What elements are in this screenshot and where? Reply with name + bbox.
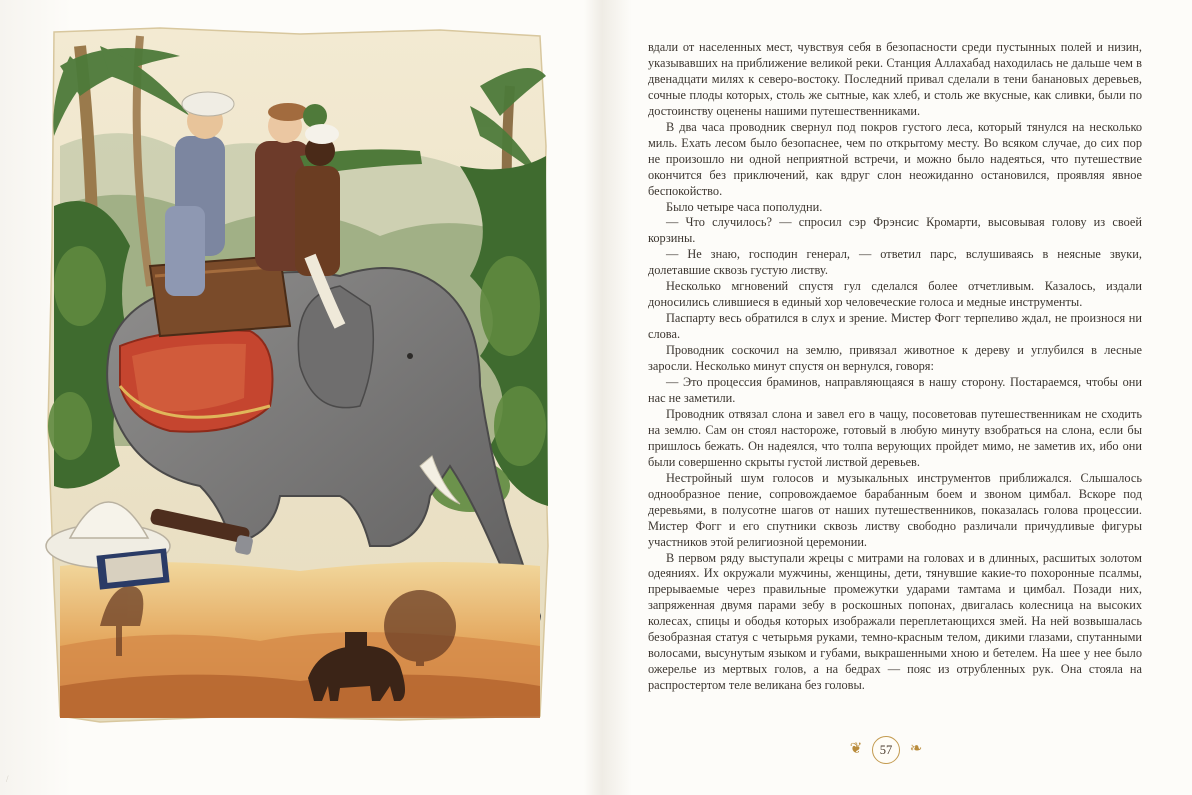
paragraph: — Не знаю, господин генерал, — ответил парс, вслушиваясь в неясные звуки, долетавшие сквозь густую листву.: [648, 247, 1142, 278]
paragraph: — Что случилось? — спросил сэр Фрэнсис Кромарти, высовывая голову из своей корзины.: [648, 215, 1142, 246]
paragraph: Несколько мгновений спустя гул сделался более отчетливым. Казалось, издали доносились слившиеся в единый хор человеческие голоса и медные инструменты.: [648, 279, 1142, 310]
paragraph: В два часа проводник свернул под покров густого леса, который тянулся на несколько миль. Ехать лесом было безопаснее, чем по открытому месту. Во всяком случае, до сих пор не произошло ни одной неприятной встречи, и можно было надеяться, что путешествие окончится без приключений, как вдруг слон неожиданно остановился, проявляя явное беспокойство.: [648, 119, 1142, 198]
ornament-left-icon: ❦: [849, 741, 863, 757]
paragraph: Нестройный шум голосов и музыкальных инструментов приближался. Слышалось однообразное пение, сопровождаемое барабанным боем и звоном цимбал. Вскоре под деревьями, в полусотне шагов от наших путешественников, показалась голова процессии. Мистер Фогг и его спутники сквозь листву свободно различали причудливые фигуры участников этой религиозной церемонии.: [648, 470, 1142, 549]
page-text: [648, 40, 1142, 694]
page-number-ornament: [846, 734, 926, 764]
paragraph: Проводник соскочил на землю, привязал животное к дереву и углубился в лесные заросли. Несколько минут спустя он вернулся, говоря:: [648, 343, 1142, 374]
paragraph: — Это процессия браминов, направляющаяся в нашу сторону. Постараемся, чтобы они нас не заметили.: [648, 375, 1142, 405]
elephant-travel-illustration: [40, 26, 552, 724]
paragraph: В первом ряду выступали жрецы с митрами на головах и в длинных, расшитых золотом одеяниях. Их окружали мужчины, женщины, дети, тянувшие какие-то похоронные псалмы, прерываемые через правильные промежутки ударами тамтама и цимбал. Позади них, запряженная двумя парами зебу в роскошных попонах, двигалась колесница на высоких колесах, спицы и ободья которых изображали переплетающихся змей. На ней возвышалась безобразная статуя с четырьмя руками, темно-красным телом, дикими глазами, спутанными волосами, высунутым языком и губами, выкрашенными хною и бетелем. На шее у нее было ожерелье из мертвых голов, а на бедрах — пояс из отрубленных рук. Она стояла на распростертом теле великана без головы.: [648, 550, 1142, 693]
paragraph: вдали от населенных мест, чувствуя себя в безопасности среди пустынных полей и низин, указывавших на приближение великой реки. Станция Аллахабад находилась не дальше чем в двенадцати милях к северо-востоку. Последний привал сделали в тени банановых деревьев, сочные плоды которых, столь же сытные, как хлеб, и столь же вкусные, как сливки, были по достоинству оценены нашими путешественниками.: [648, 40, 1142, 118]
corner-mark: /: [6, 774, 9, 784]
paragraph: Паспарту весь обратился в слух и зрение. Мистер Фогг терпеливо ждал, не произнося ни слова.: [648, 311, 1142, 342]
page-number: 57: [872, 736, 900, 764]
illustration: [40, 26, 552, 724]
paragraph: Было четыре часа пополудни.: [666, 199, 823, 214]
ornament-right-icon: ❧: [909, 741, 923, 757]
paragraph: Проводник отвязал слона и завел его в чащу, посоветовав путешественникам не сходить на землю. Сам он стоял настороже, готовый в любую минуту взобраться на слона, если бы пришлось бежать. Он надеялся, что толпа верующих пройдет мимо, не заметив их, ибо они были совершенно скрыты густой листвой деревьев.: [648, 406, 1142, 469]
